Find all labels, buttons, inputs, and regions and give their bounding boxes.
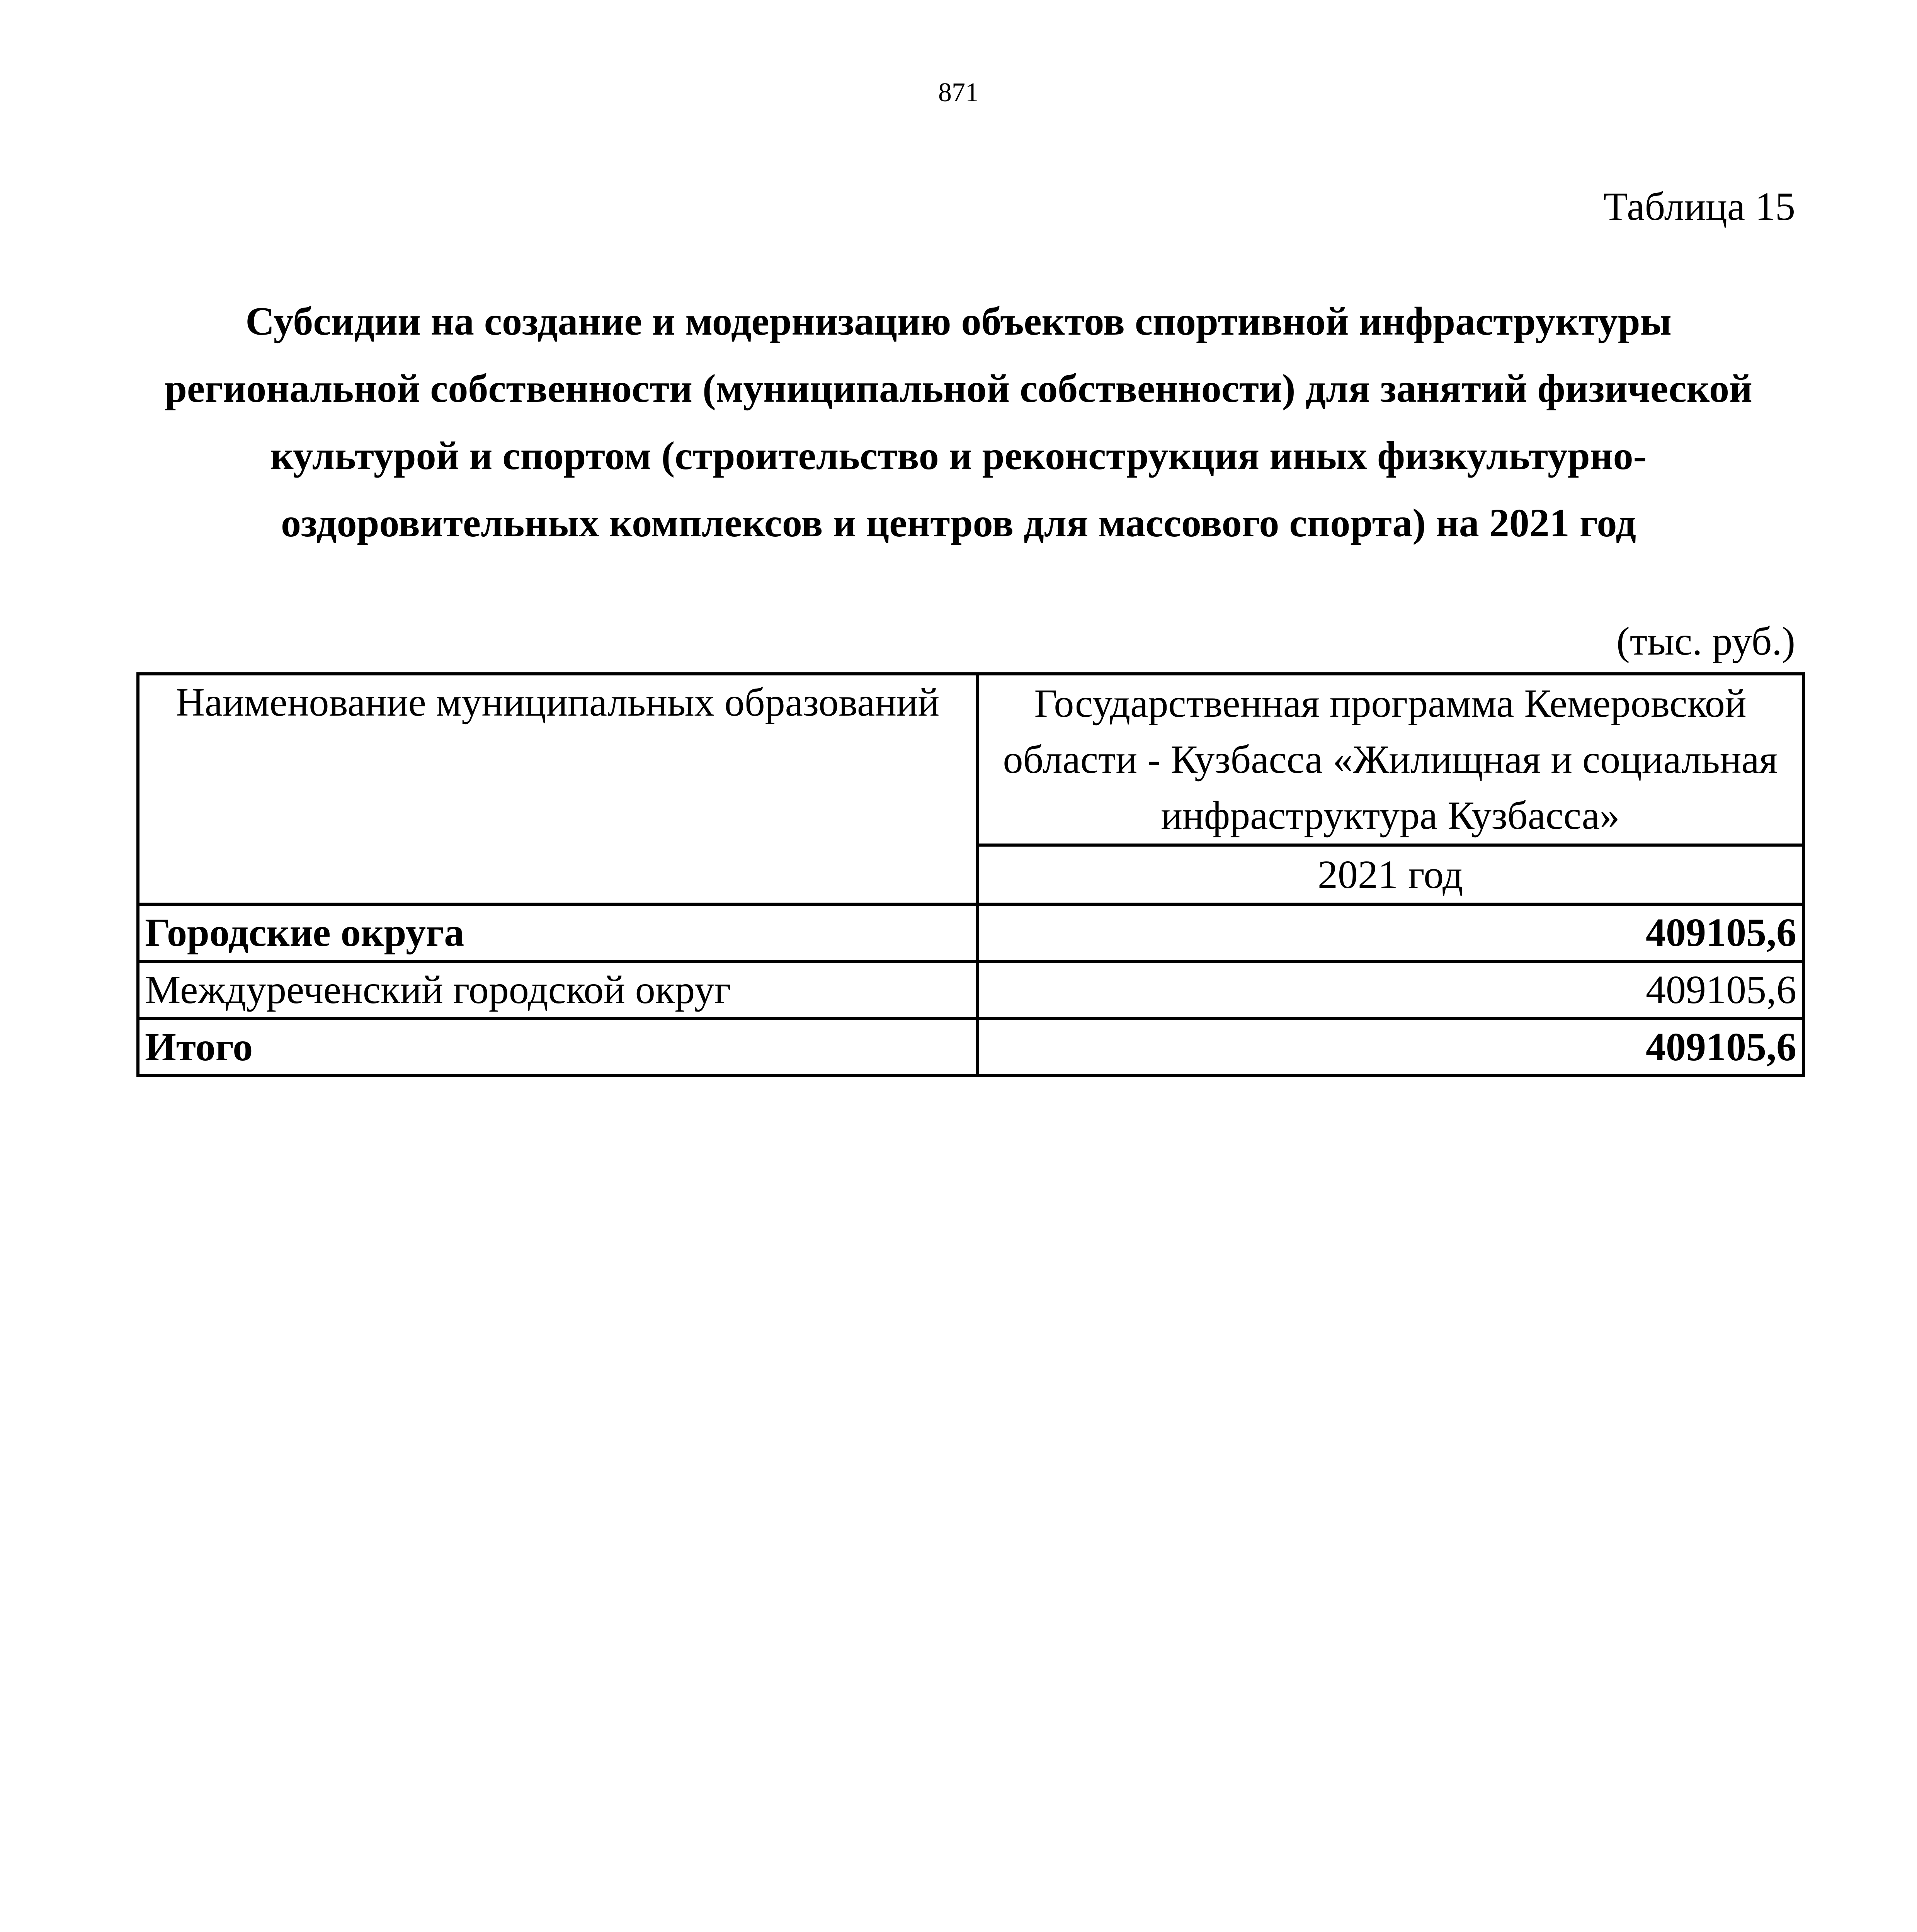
row-name-cell: Междуреченский городской округ bbox=[138, 961, 977, 1019]
table-row bbox=[138, 961, 1803, 1019]
header-year: 2021 год bbox=[977, 845, 1803, 904]
row-name-cell: Итого bbox=[138, 1019, 977, 1076]
page-number: 871 bbox=[938, 78, 979, 107]
row-value-cell: 409105,6 bbox=[977, 1019, 1803, 1076]
header-municipality-name: Наименование муниципальных образований bbox=[138, 674, 977, 904]
row-value-cell: 409105,6 bbox=[977, 961, 1803, 1019]
table-label: Таблица 15 bbox=[1603, 184, 1795, 229]
table-row bbox=[138, 904, 1803, 961]
table-header-row bbox=[138, 674, 1803, 845]
row-name-cell: Городские округа bbox=[138, 904, 977, 961]
row-value-cell: 409105,6 bbox=[977, 904, 1803, 961]
table-row bbox=[138, 1019, 1803, 1076]
subsidy-table bbox=[136, 672, 1805, 1077]
units-label: (тыс. руб.) bbox=[1616, 619, 1795, 663]
document-title: Субсидии на создание и модернизацию объектов спортивной инфраструктуры региональной собственности (муниципальной собственности) для занятий физической культурой и спортом (строительство и реконструкция иных физкультурно-оздоровительных комплексов и центров для массового спорта) на 2021 год bbox=[165, 299, 1752, 545]
header-program: Государственная программа Кемеровской области - Кузбасса «Жилищная и социальная инфраструктура Кузбасса» bbox=[977, 674, 1803, 845]
